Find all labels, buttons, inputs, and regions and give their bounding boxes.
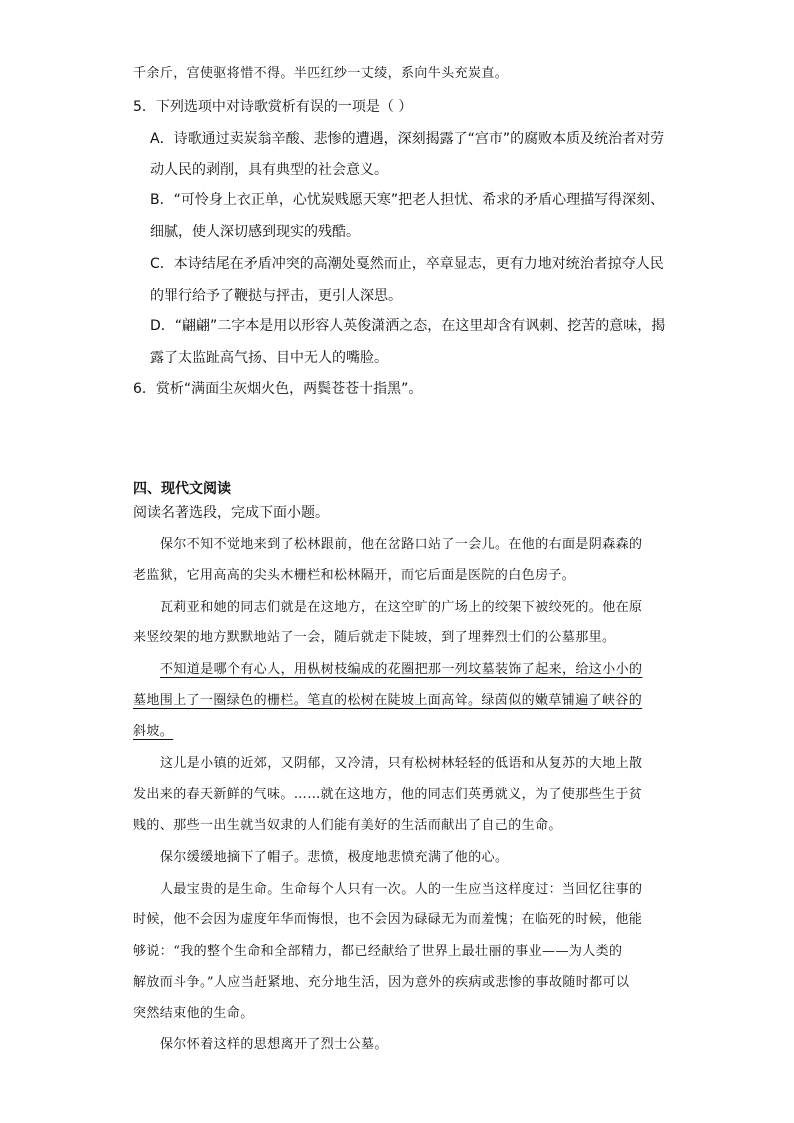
q5-option-c-line2: 的罪行给予了鞭挞与抨击，更引人深思。 xyxy=(150,288,402,304)
passage-p4-line2: 发出来的春天新鲜的气味。……就在这地方，他的同志们英勇就义，为了使那些生于贫 xyxy=(133,787,643,802)
q5-option-b-line1: B．“可怜身上衣正单，心忧炭贱愿天寒”把老人担忧、希求的矛盾心理描写得深刻、 xyxy=(150,192,665,208)
passage-p4-line1: 这儿是小镇的近郊，又阴郁，又冷清，只有松树林轻轻的低语和从复苏的大地上散 xyxy=(160,756,643,771)
question-5-stem: 5．下列选项中对诗歌赏析有误的一项是（ ） xyxy=(133,99,413,115)
passage-p7-line1: 保尔怀着这样的思想离开了烈士公墓。 xyxy=(160,1037,388,1052)
passage-p2-line2: 来竖绞架的地方默默地站了一会，随后就走下陡坡，到了埋葬烈士们的公墓那里。 xyxy=(133,630,616,645)
question-6-stem: 6．赏析“满面尘灰烟火色，两鬓苍苍十指黑”。 xyxy=(133,381,423,397)
passage-p5-line1: 保尔缓缓地摘下了帽子。悲愤，极度地悲愤充满了他的心。 xyxy=(160,850,509,865)
q5-option-c-line1: C．本诗结尾在矛盾冲突的高潮处戛然而止，卒章显志，更有力地对统治者掠夺人民 xyxy=(150,256,664,272)
passage-p6-line4: 解放而斗争。”人应当赶紧地、充分地生活，因为意外的疾病或悲惨的事故随时都可以 xyxy=(133,975,630,990)
q5-option-a-line2: 动人民的剥削，具有典型的社会意义。 xyxy=(150,162,388,178)
poem-continuation-line: 千余斤，宫使驱将惜不得。半匹红纱一丈绫，系向牛头充炭直。 xyxy=(133,66,509,81)
passage-p1-line1: 保尔不知不觉地来到了松林跟前，他在岔路口站了一会儿。在他的右面是阴森森的 xyxy=(160,537,643,552)
passage-p6-line5: 突然结束他的生命。 xyxy=(133,1006,254,1021)
section-4-heading: 四、现代文阅读 xyxy=(133,481,231,497)
passage-p1-line2: 老监狱，它用高高的尖头木栅栏和松林隔开，而它后面是医院的白色房子。 xyxy=(133,568,576,583)
passage-p2-line1: 瓦莉亚和她的同志们就是在这地方，在这空旷的广场上的绞架下被绞死的。他在原 xyxy=(160,600,643,615)
passage-p4-line3: 贱的、那些一出生就当奴隶的人们能有美好的生活而献出了自己的生命。 xyxy=(133,818,562,833)
q5-option-d-line2: 露了太监趾高气扬、目中无人的嘴脸。 xyxy=(150,350,388,366)
q5-option-a-line1: A．诗歌通过卖炭翁辛酸、悲惨的遭遇，深刻揭露了“宫市”的腐败本质及统治者对劳 xyxy=(150,131,665,147)
section-4-instruction: 阅读名著选段，完成下面小题。 xyxy=(133,505,329,521)
q5-option-d-line1: D．“翩翩”二字本是用以形容人英俊潇洒之态，在这里却含有讽刺、挖苦的意味，揭 xyxy=(150,318,666,334)
passage-p3-line2-underlined: 墓地围上了一圈绿色的栅栏。笔直的松树在陡坡上面高耸。绿茵似的嫩草铺遍了峡谷的 xyxy=(133,693,643,708)
passage-p6-line2: 时候，他不会因为虚度年华而悔恨，也不会因为碌碌无为而羞愧；在临死的时候，他能 xyxy=(133,912,643,927)
q5-option-b-line2: 细腻，使人深切感到现实的残酷。 xyxy=(150,224,360,240)
passage-p3-line1-underlined: 不知道是哪个有心人，用枞树枝编成的花圈把那一列坟墓装饰了起来，给这小小的 xyxy=(160,662,643,677)
passage-p6-line1: 人最宝贵的是生命。生命每个人只有一次。人的一生应当这样度过：当回忆往事的 xyxy=(160,882,643,897)
passage-p3-line3-underlined: 斜坡。 xyxy=(133,724,174,739)
passage-p6-line3: 够说：“我的整个生命和全部精力，都已经献给了世界上最壮丽的事业——为人类的 xyxy=(133,944,623,959)
